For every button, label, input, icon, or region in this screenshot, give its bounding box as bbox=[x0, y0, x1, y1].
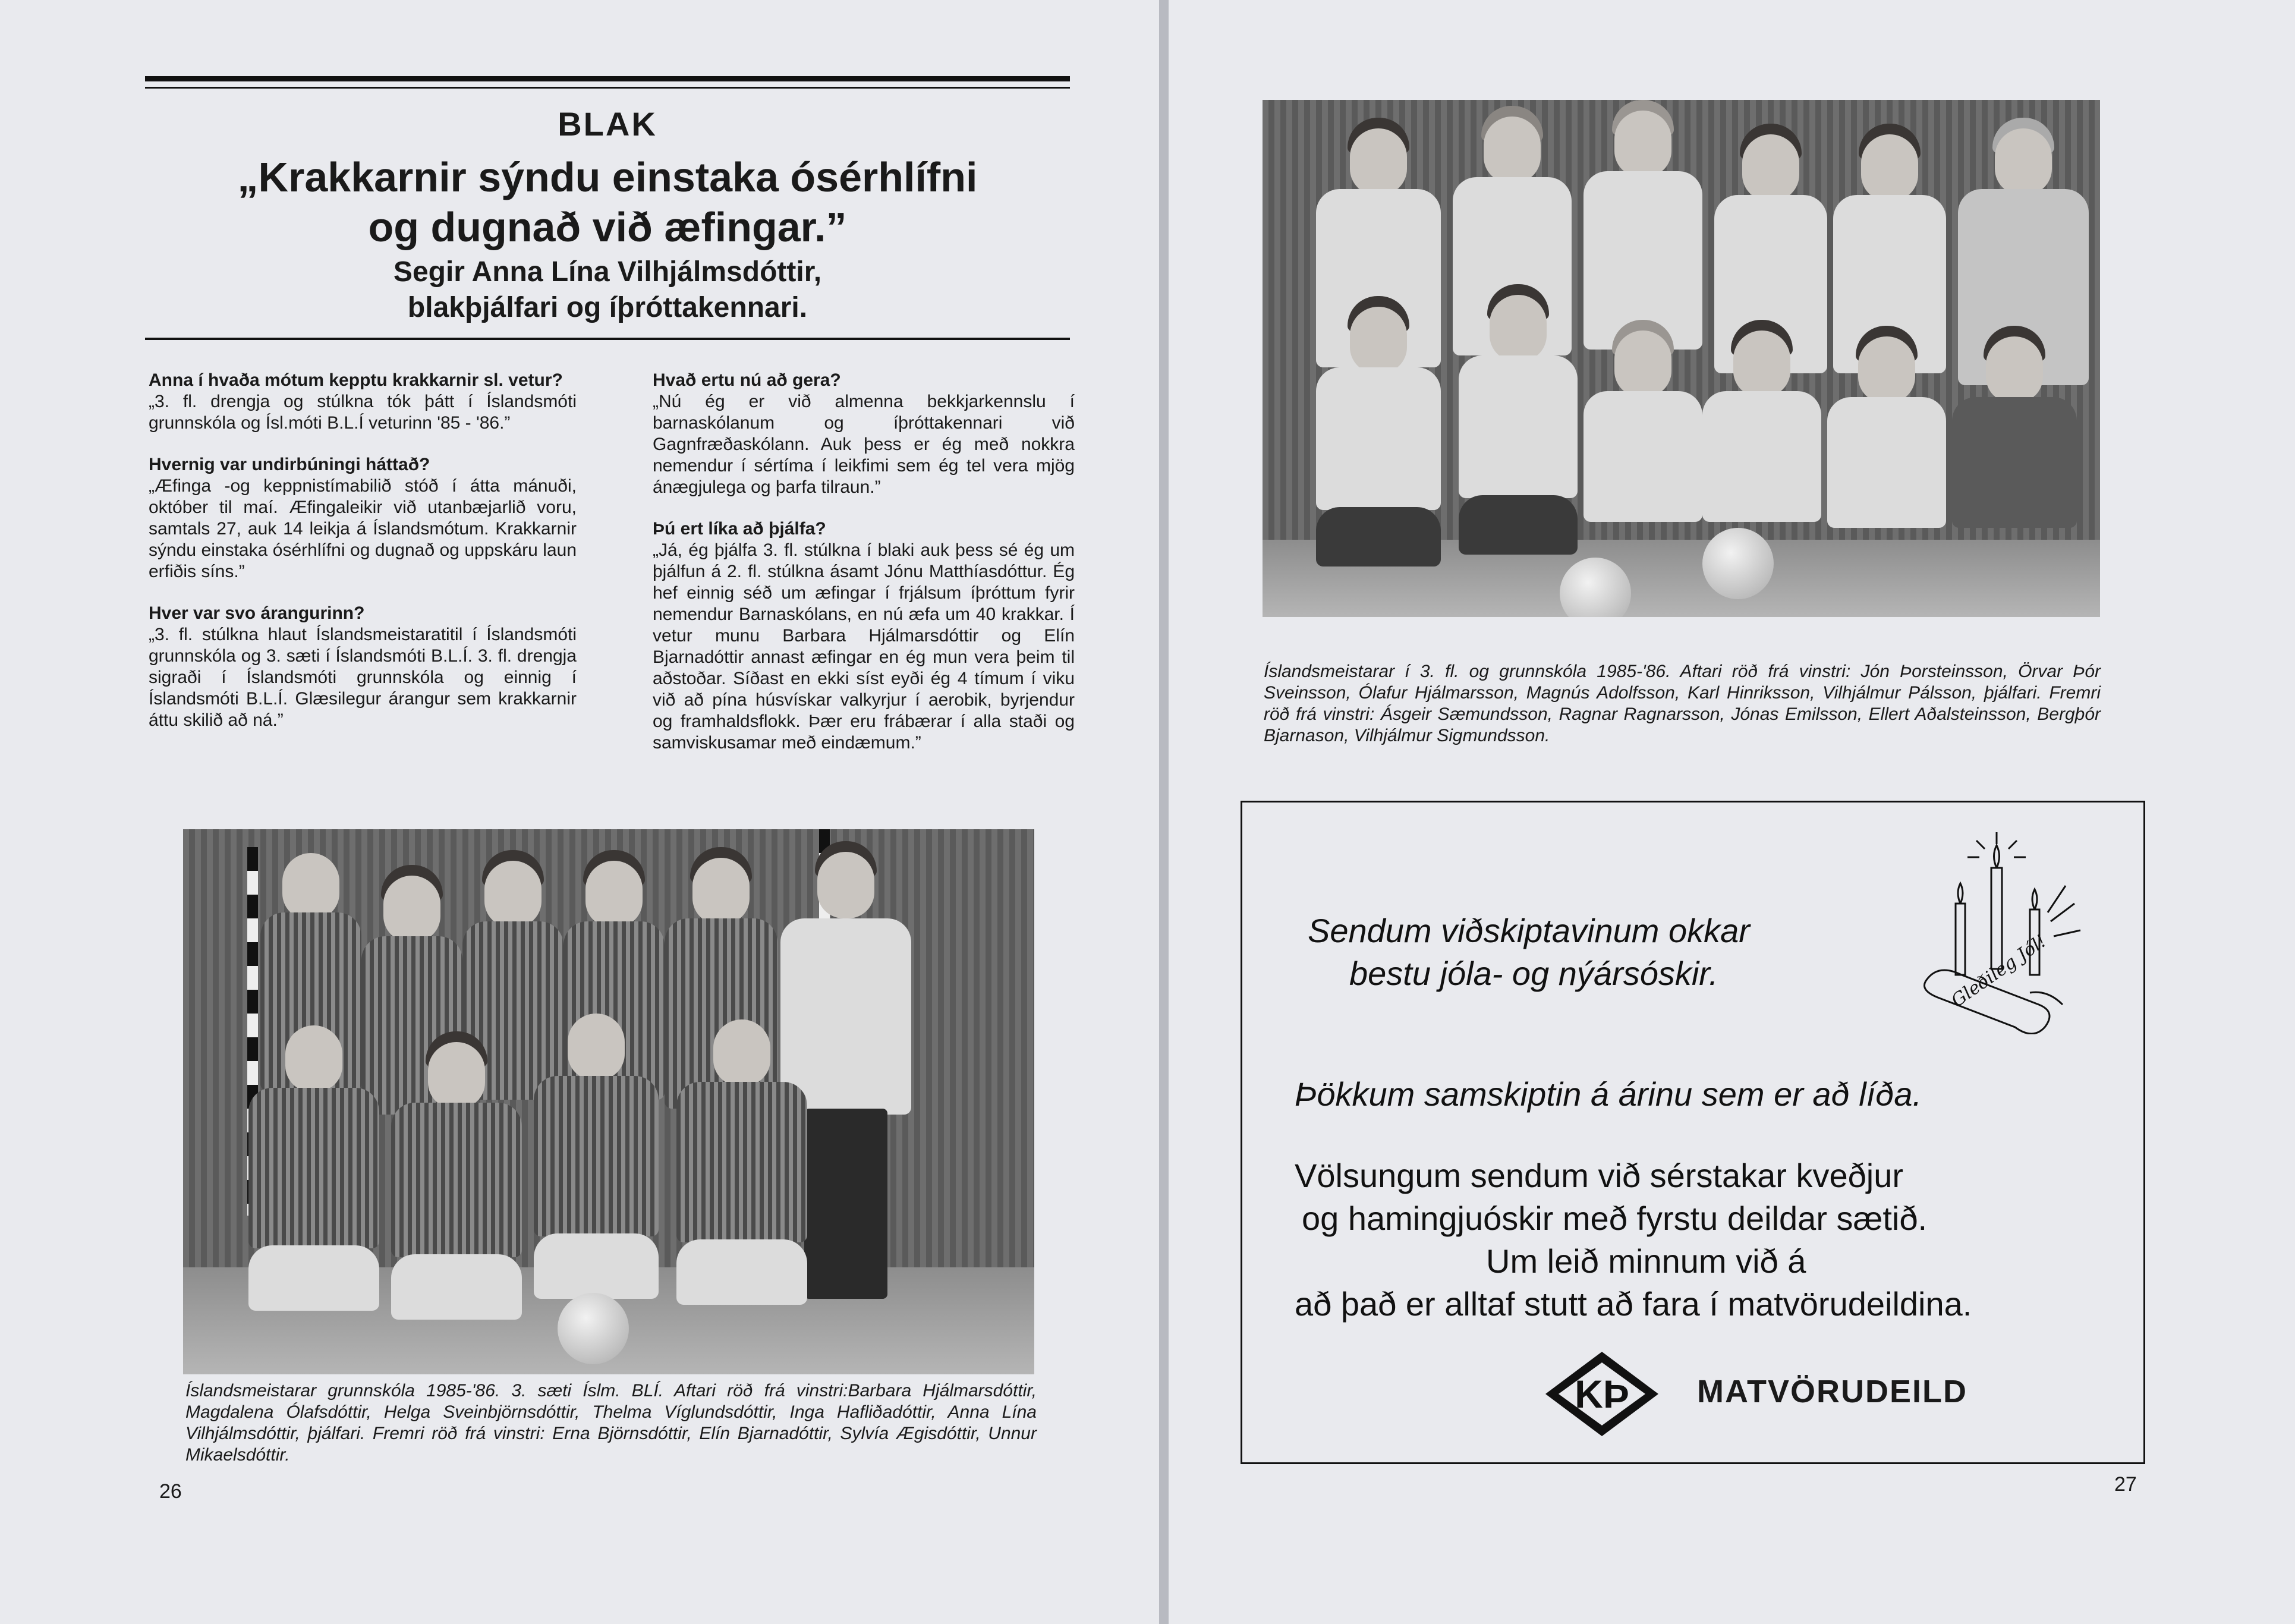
volleyball bbox=[558, 1293, 629, 1364]
girls-team-photo bbox=[183, 829, 1034, 1374]
page-number: 26 bbox=[159, 1480, 182, 1503]
article-column-left bbox=[149, 370, 577, 751]
interview-question: Þú ert líka að þjálfa? bbox=[653, 519, 826, 539]
right-page bbox=[1169, 0, 2295, 1624]
candles-icon bbox=[1920, 832, 2086, 1034]
section-label: BLAK bbox=[558, 105, 657, 143]
volleyball bbox=[1702, 528, 1774, 599]
girls-photo-caption: Íslandsmeistarar grunnskóla 1985-'86. 3. sæti Íslm. BLÍ. Aftari röð frá vinstri:Barbara Hjálmarsdóttir, Magdalena Ólafsdóttir, Helga Sveinbjörnsdóttir, Thelma Víglundsdóttir, Inga Hafliðadóttir, Anna Lína Vilhjálmsdóttir, þjálfari. Fremri röð frá vinstri: Erna Björnsdóttir, Elín Bjarnadóttir, Sylvía Ægisdóttir, Unnur Mikaelsdóttir. bbox=[185, 1381, 1037, 1465]
headline-line-1: „Krakkarnir sýndu einstaka ósérhlífni bbox=[237, 154, 978, 200]
interview-answer: „3. fl. stúlkna hlaut Íslandsmeistaratitil í Íslandsmóti grunnskóla og 3. sæti í Íslandsmóti B.L.Í. 3. fl. drengja sigraði í Íslandsmóti grunnskóla og einnig í Íslandsmóti B.L.Í. Glæsilegur árangur sem krakkarnir áttu skilið að ná.” bbox=[149, 625, 577, 730]
kp-logo-icon bbox=[1540, 1349, 1664, 1439]
ad-greeting-line-1: Sendum viðskiptavinum okkar bbox=[1308, 912, 1750, 949]
page-number: 27 bbox=[2114, 1473, 2137, 1496]
header-rule-thin bbox=[145, 87, 1070, 89]
interview-question: Anna í hvaða mótum kepptu krakkarnir sl. vetur? bbox=[149, 370, 563, 390]
book-gutter bbox=[1159, 0, 1169, 1624]
ad-volsungur-line-1: Völsungum sendum við sérstakar kveðjur bbox=[1295, 1157, 1904, 1194]
interview-question: Hvernig var undirbúningi háttað? bbox=[149, 455, 430, 474]
interview-answer: „Já, ég þjálfa 3. fl. stúlkna í blaki auk þess sé ég um þjálfun á 2. fl. stúlkna ásamt Jónu Matthíasdóttur. Ég hef einnig séð um æfingar í frjálsum íþróttum fyrir nemendur Barnaskólans, en nú æfa um 40 krakkar. Í vetur munu Barbara Hjálmarsdóttir og Elín Bjarnadóttir annast æfingar en ég mun vera þeim til aðstoðar. Síðast en ekki síst eyði ég 4 tímum í viku við að pína húsvískar valkyrjur í aerobik, byrjendur og framhaldsflokk. Þær eru frábærar í alla staði og samviskusamar með eindæmum.” bbox=[653, 540, 1075, 753]
byline-line-2: blakþjálfari og íþróttakennari. bbox=[407, 292, 808, 323]
interview-question: Hvað ertu nú að gera? bbox=[653, 370, 841, 390]
headline-line-2: og dugnað við æfingar.” bbox=[368, 204, 847, 250]
header-rule bbox=[145, 76, 1070, 81]
interview-question: Hver var svo árangurinn? bbox=[149, 603, 365, 623]
interview-answer: „3. fl. drengja og stúlkna tók þátt í Íslandsmóti grunnskóla og Ísl.móti B.L.Í veturinn '85 - '86.” bbox=[149, 392, 577, 433]
boys-photo-caption: Íslandsmeistarar í 3. fl. og grunnskóla 1985-'86. Aftari röð frá vinstri: Jón Þorsteinsson, Örvar Þór Sveinsson, Ólafur Hjálmarsson, Magnús Adolfsson, Karl Hinriksson, Vilhjálmur Pálsson, þjálfari. Fremri röð frá vinstri: Ásgeir Sæmundsson, Ragnar Ragnarsson, Jónas Emilsson, Ellert Aðalsteinsson, Bergþór Bjarnason, Vilhjálmur Sigmundsson. bbox=[1264, 662, 2101, 745]
article-column-right bbox=[653, 370, 1075, 774]
interview-answer: „Nú ég er við almenna bekkjarkennslu í barnaskólanum og íþróttakennari við Gagnfræðaskólann. Auk þess er ég með nokkra nemendur í sértíma í leikfimi sem ég tel vera mjög ánægjulega og þarfa tilraun.” bbox=[653, 392, 1075, 497]
scroll-text: Gleðileg Jól! bbox=[1947, 930, 2051, 1012]
ad-brand-name: MATVÖRUDEILD bbox=[1697, 1374, 1967, 1409]
interview-answer: „Æfinga -og keppnistímabilið stóð í átta mánuði, október til maí. Æfingaleikir við utanbæjarlið voru, samtals 27, auk 14 leikja á Íslandsmótum. Krakkarnir sýndu einstaka ósérhlífni og dugnað og uppskáru laun erfiðis síns.” bbox=[149, 476, 577, 581]
boys-team-photo bbox=[1263, 100, 2100, 617]
ad-volsungur-line-2: og hamingjuóskir með fyrstu deildar sætið. bbox=[1302, 1200, 1928, 1237]
byline-line-1: Segir Anna Lína Vilhjálmsdóttir, bbox=[393, 256, 822, 288]
greeting-advertisement bbox=[1241, 801, 2145, 1464]
ad-volsungur-line-4: að það er alltaf stutt að fara í matvörudeildina. bbox=[1295, 1285, 1972, 1323]
ad-volsungur-line-3: Um leið minnum við á bbox=[1486, 1242, 1806, 1280]
ad-thanks-line: Þökkum samskiptin á árinu sem er að líða. bbox=[1295, 1075, 1922, 1113]
kp-logo-letters: KÞ bbox=[1575, 1372, 1629, 1416]
ad-greeting-line-2: bestu jóla- og nýársóskir. bbox=[1349, 955, 1718, 992]
headline-divider bbox=[145, 338, 1070, 340]
